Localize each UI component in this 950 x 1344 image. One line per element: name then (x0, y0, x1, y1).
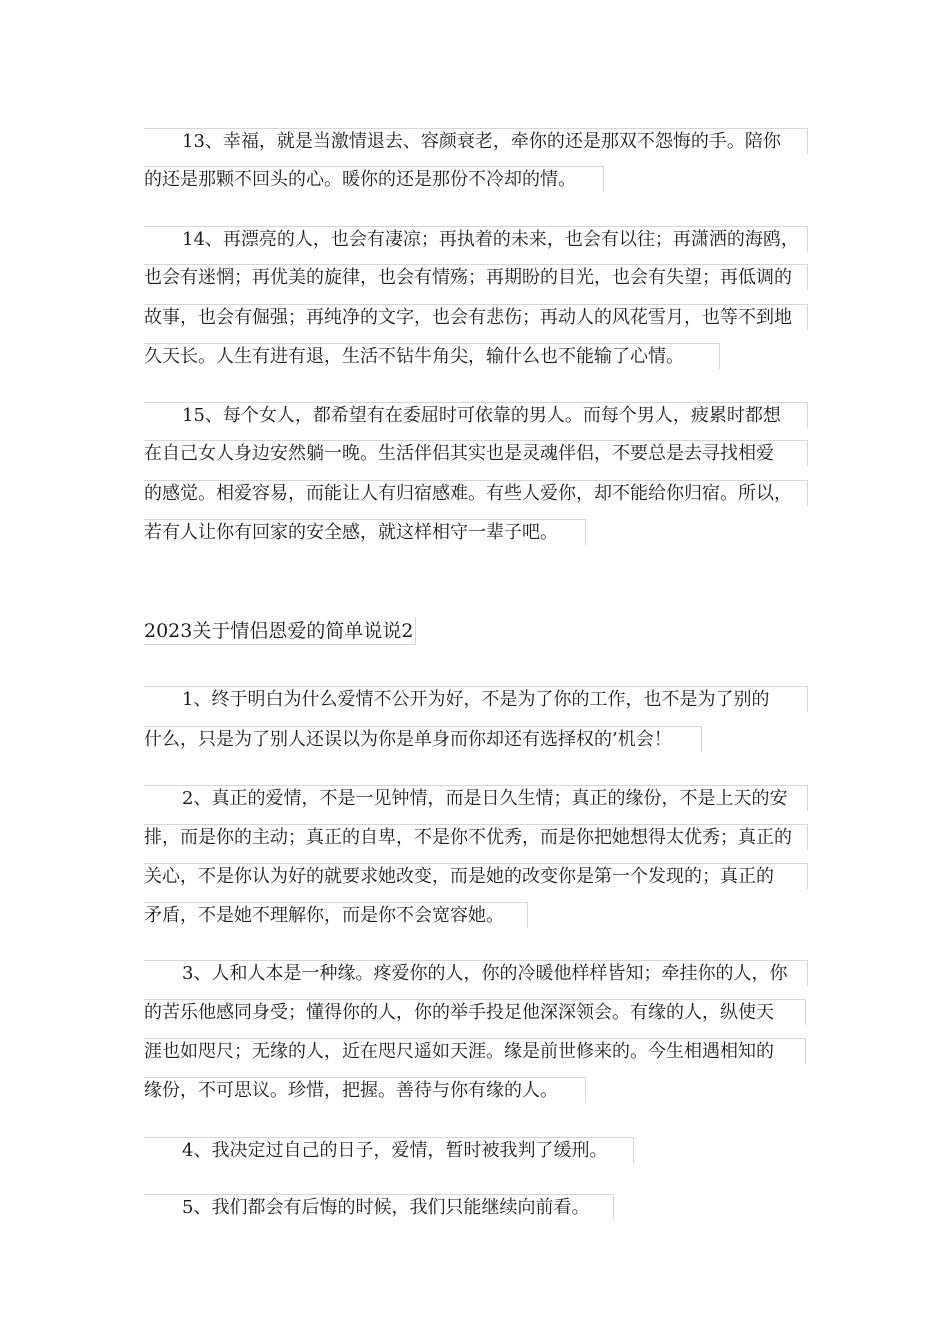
paragraph-line: 在自己女人身边安然躺一晚。生活伴侣其实也是灵魂伴侣，不要总是去寻找相爱 (144, 440, 808, 466)
paragraph-line: 缘份，不可思议。珍惜，把握。善待与你有缘的人。 (144, 1077, 586, 1103)
paragraph-line: 关心，不是你认为好的就要求她改变，而是她的改变你是第一个发现的；真正的 (144, 863, 808, 889)
paragraph-line: 13、幸福，就是当激情退去、容颜衰老，牵你的还是那双不怨悔的手。陪你 (144, 128, 808, 154)
paragraph-line: 排，而是你的主动；真正的自卑，不是你不优秀，而是你把她想得太优秀；真正的 (144, 824, 808, 850)
paragraph-line: 什么，只是为了别人还误以为你是单身而你却还有选择权的’机会！ (144, 726, 702, 752)
paragraph-line: 故事，也会有倔强；再纯净的文字，也会有悲伤；再动人的风花雪月，也等不到地 (144, 304, 808, 330)
paragraph-line: 1、终于明白为什么爱情不公开为好，不是为了你的工作，也不是为了别的 (144, 686, 808, 712)
paragraph-line: 5、我们都会有后悔的时候，我们只能继续向前看。 (144, 1194, 614, 1220)
paragraph-line: 的苦乐他感同身受；懂得你的人，你的举手投足他深深领会。有缘的人，纵使天 (144, 999, 806, 1025)
paragraph-line: 也会有迷惘；再优美的旋律，也会有情殇；再期盼的目光，也会有失望；再低调的 (144, 264, 808, 290)
paragraph-line: 矛盾，不是她不理解你，而是你不会宽容她。 (144, 902, 528, 928)
paragraph-line: 的感觉。相爱容易，而能让人有归宿感难。有些人爱你，却不能给你归宿。所以， (144, 480, 808, 506)
paragraph-line: 2、真正的爱情，不是一见钟情，而是日久生情；真正的缘份，不是上天的安 (144, 785, 808, 811)
paragraph-line: 的还是那颗不回头的心。暖你的还是那份不冷却的情。 (144, 166, 604, 192)
paragraph-line: 3、人和人本是一种缘。疼爱你的人，你的冷暖他样样皆知；牵挂你的人，你 (144, 960, 808, 986)
paragraph-line: 15、每个女人，都希望有在委屈时可依靠的男人。而每个男人，疲累时都想 (144, 402, 808, 428)
paragraph-line: 久天长。人生有进有退，生活不钻牛角尖，输什么也不能输了心情。 (144, 343, 720, 369)
paragraph-line: 4、我决定过自己的日子，爱情，暂时被我判了缓刑。 (144, 1137, 634, 1163)
section-heading: 2023关于情侣恩爱的简单说说2 (144, 617, 416, 645)
paragraph-line: 涯也如咫尺；无缘的人，近在咫尺遥如天涯。缘是前世修来的。今生相遇相知的 (144, 1038, 806, 1064)
paragraph-line: 若有人让你有回家的安全感，就这样相守一辈子吧。 (144, 519, 586, 545)
paragraph-line: 14、再漂亮的人，也会有凄凉；再执着的未来，也会有以往；再潇洒的海鸥， (144, 226, 808, 252)
